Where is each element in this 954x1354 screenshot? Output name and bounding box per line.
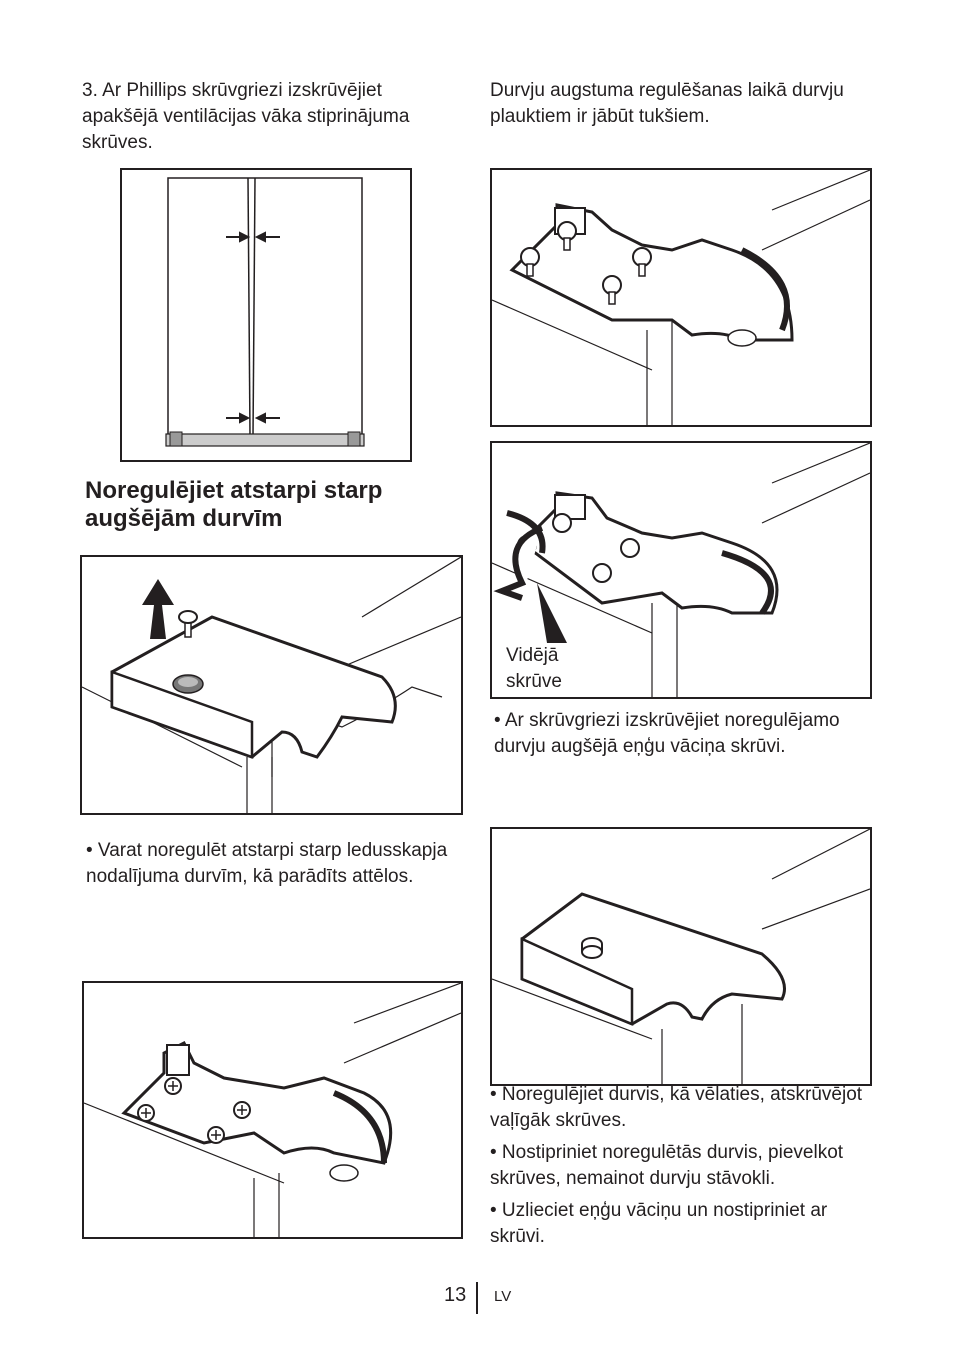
hinge-cover-illustration — [82, 557, 461, 813]
fridge-front-figure — [120, 168, 412, 462]
middle-screw-label — [506, 643, 586, 695]
middle-screw-label-line1: Vidējā — [506, 645, 559, 666]
middle-screw-figure — [490, 441, 872, 699]
page-number: 13 — [444, 1284, 467, 1306]
final-bullet-1: • Noregulējiet durvis, kā vēlaties, atskrūvējot vaļīgāk skrūves. — [490, 1084, 863, 1131]
hinge-screws-figure — [490, 168, 872, 427]
section-heading: Noregulējiet atstarpi starp augšējām durvīm — [85, 477, 383, 532]
hinge-cover-figure — [80, 555, 463, 815]
final-bullet-3: • Uzlieciet eņģu vāciņu un nostipriniet ar skrūvi. — [490, 1200, 828, 1247]
hinge-plate-illustration — [84, 983, 461, 1237]
intro-text: Durvju augstuma regulēšanas laikā durvju plauktiem ir jābūt tukšiem. — [490, 80, 844, 127]
gap-adjust-bullet: • Varat noregulēt atstarpi starp ledusskapja nodalījuma durvīm, kā parādīts attēlos. — [86, 840, 448, 887]
middle-screw-label-line2: skrūve — [506, 671, 562, 692]
hinge-plate-figure — [82, 981, 463, 1239]
unscrew-bullet: • Ar skrūvgriezi izskrūvējiet noregulējamo durvju augšējā eņģu vāciņa skrūvi. — [494, 710, 840, 757]
hinge-cover-refit-illustration — [492, 829, 870, 1084]
final-bullet-2: • Nostipriniet noregulētās durvis, pievelkot skrūves, nemainot durvju stāvokli. — [490, 1142, 844, 1189]
hinge-cover-refit-figure — [490, 827, 872, 1086]
footer-separator — [476, 1282, 478, 1314]
fridge-front-illustration — [122, 170, 410, 460]
language-code: LV — [494, 1288, 512, 1305]
step3-text: 3. Ar Phillips skrūvgriezi izskrūvējiet apakšējā ventilācijas vāka stiprinājuma skrūves. — [82, 80, 410, 153]
hinge-screws-illustration — [492, 170, 870, 425]
final-bullets — [490, 1082, 870, 1256]
